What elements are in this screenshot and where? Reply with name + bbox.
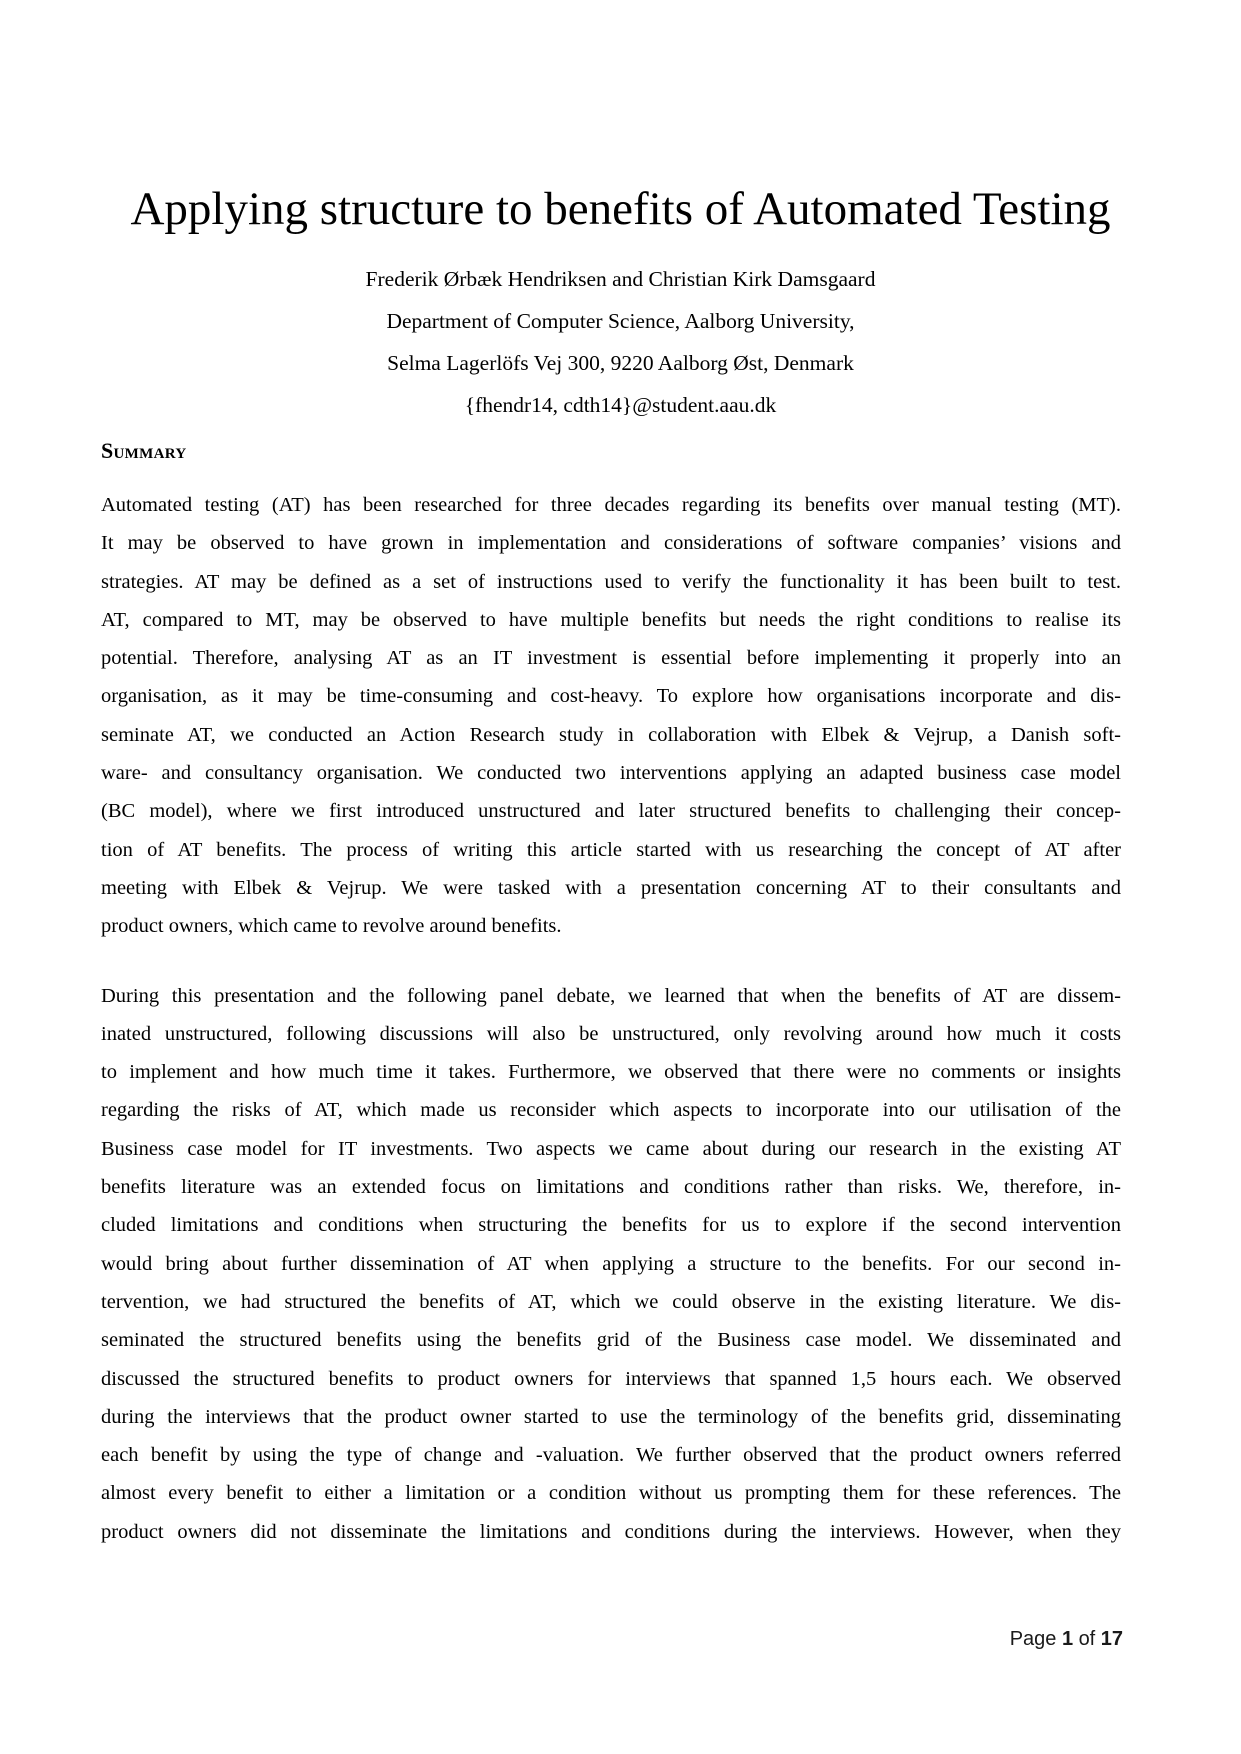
paper-meta-block: [0, 258, 1241, 426]
footer-page-label: Page: [1009, 1628, 1057, 1650]
body-line: product owners did not disseminate the limitations and conditions during the interviews. However, when they: [101, 1520, 1121, 1543]
paper-title: Applying structure to benefits of Automated Testing: [130, 183, 1111, 235]
body-line: ware- and consultancy organisation. We conducted two interventions applying an adapted business case model: [101, 762, 1121, 785]
authors-email-line: {fhendr14, cdth14}@student.aau.dk: [464, 393, 777, 417]
body-line: It may be observed to have grown in implementation and considerations of software companies’ visions and: [101, 532, 1121, 555]
body-line: During this presentation and the following panel debate, we learned that when the benefits of AT are dissem-: [101, 984, 1121, 1007]
footer-of-label: of: [1078, 1628, 1096, 1650]
body-line: inated unstructured, following discussions will also be unstructured, only revolving around how much it costs: [101, 1022, 1121, 1045]
body-line: each benefit by using the type of change and -valuation. We further observed that the product owners referred: [101, 1444, 1121, 1467]
body-line: discussed the structured benefits to product owners for interviews that spanned 1,5 hours each. We observed: [101, 1367, 1121, 1390]
body-line: seminate AT, we conducted an Action Research study in collaboration with Elbek & Vejrup, a Danish soft-: [101, 723, 1121, 746]
affiliation-department-line: Department of Computer Science, Aalborg University,: [386, 309, 855, 333]
body-line: benefits literature was an extended focus on limitations and conditions rather than risks. We, therefore, in-: [101, 1176, 1121, 1199]
body-line: strategies. AT may be defined as a set of instructions used to verify the functionality it has been built to test.: [101, 570, 1121, 593]
body-line: potential. Therefore, analysing AT as an IT investment is essential before implementing it properly into an: [101, 647, 1121, 670]
body-line: organisation, as it may be time-consuming and cost-heavy. To explore how organisations incorporate and dis-: [101, 685, 1121, 708]
body-line: would bring about further dissemination of AT when applying a structure to the benefits. For our second in-: [101, 1252, 1121, 1275]
body-line: seminated the structured benefits using the benefits grid of the Business case model. We disseminated and: [101, 1329, 1121, 1352]
body-line: to implement and how much time it takes. Furthermore, we observed that there were no comments or insights: [101, 1061, 1121, 1084]
summary-paragraph: [101, 977, 1121, 1551]
body-line: tervention, we had structured the benefits of AT, which we could observe in the existing literature. We dis-: [101, 1290, 1121, 1313]
footer-total-pages: 17: [1100, 1628, 1123, 1650]
body-line: regarding the risks of AT, which made us reconsider which aspects to incorporate into our utilisation of the: [101, 1099, 1121, 1122]
summary-body-text: [101, 486, 1121, 1582]
footer-page-number: 1: [1061, 1628, 1074, 1650]
page-footer: [1010, 1626, 1123, 1652]
affiliation-address-line: Selma Lagerlöfs Vej 300, 9220 Aalborg Øst, Denmark: [387, 351, 854, 375]
body-line: AT, compared to MT, may be observed to have multiple benefits but needs the right conditions to realise its: [101, 608, 1121, 631]
body-line: tion of AT benefits. The process of writing this article started with us researching the concept of AT after: [101, 838, 1121, 861]
body-line: Business case model for IT investments. Two aspects we came about during our research in the existing AT: [101, 1137, 1121, 1160]
authors-line: Frederik Ørbæk Hendriksen and Christian Kirk Damsgaard: [365, 267, 876, 291]
summary-paragraph: [101, 486, 1121, 946]
body-line: almost every benefit to either a limitation or a condition without us prompting them for these references. The: [101, 1482, 1121, 1505]
body-line: cluded limitations and conditions when structuring the benefits for us to explore if the second intervention: [101, 1214, 1121, 1237]
body-line: meeting with Elbek & Vejrup. We were tasked with a presentation concerning AT to their consultants and: [101, 876, 1121, 899]
body-line: Automated testing (AT) has been researched for three decades regarding its benefits over manual testing (MT).: [101, 494, 1121, 516]
section-heading-summary: Summary: [101, 438, 187, 463]
body-line: during the interviews that the product owner started to use the terminology of the benefits grid, disseminating: [101, 1405, 1121, 1428]
body-line: product owners, which came to revolve around benefits.: [101, 915, 562, 938]
body-line: (BC model), where we first introduced unstructured and later structured benefits to challenging their concep-: [101, 800, 1121, 823]
